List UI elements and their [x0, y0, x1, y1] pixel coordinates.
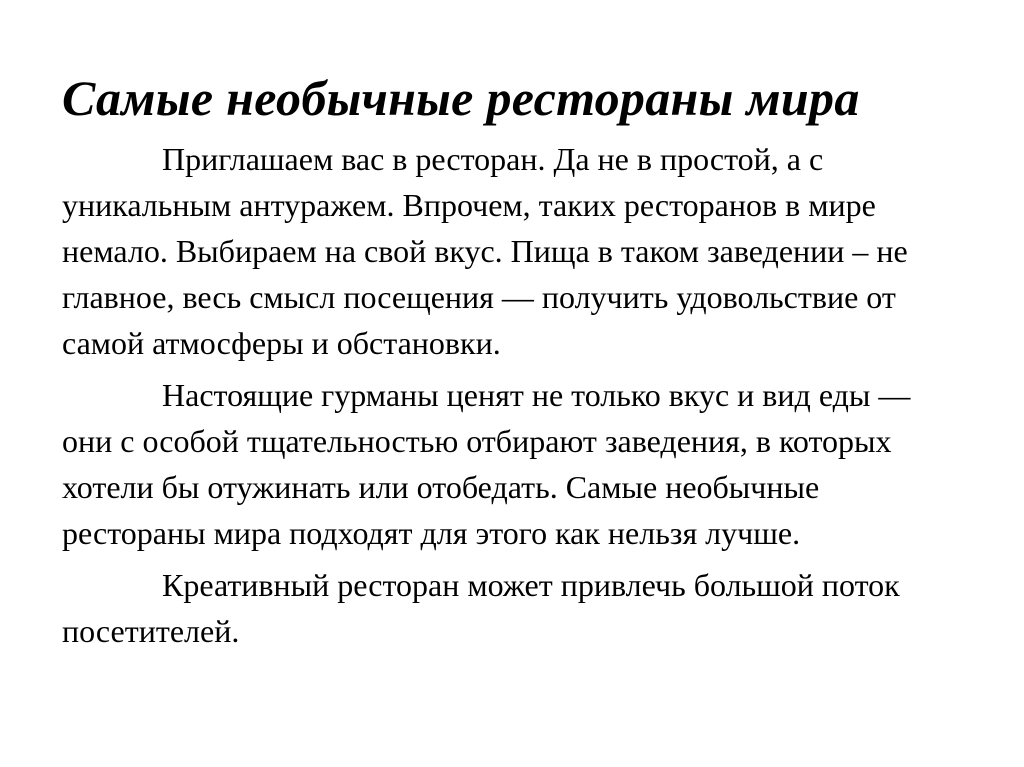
paragraph-creative: Креативный ресторан может привлечь большой поток посетителей.	[62, 567, 900, 649]
slide-title: Самые необычные рестораны мира	[62, 70, 860, 126]
paragraph-gourmets: Настоящие гурманы ценят не только вкус и вид еды — они с особой тщательностью отбирают заведения, в которых хотели бы отужинать или отобедать. Самые необычные рестораны мира подходят для этого как нельзя лучше.	[62, 377, 911, 551]
slide-body	[62, 136, 962, 654]
paragraph-intro: Приглашаем вас в ресторан. Да не в простой, а с уникальным антуражем. Впрочем, таких ресторанов в мире немало. Выбираем на свой вкус. Пища в таком заведении – не главное, весь смысл посещения — получить удовольствие от самой атмосферы и обстановки.	[62, 141, 908, 361]
